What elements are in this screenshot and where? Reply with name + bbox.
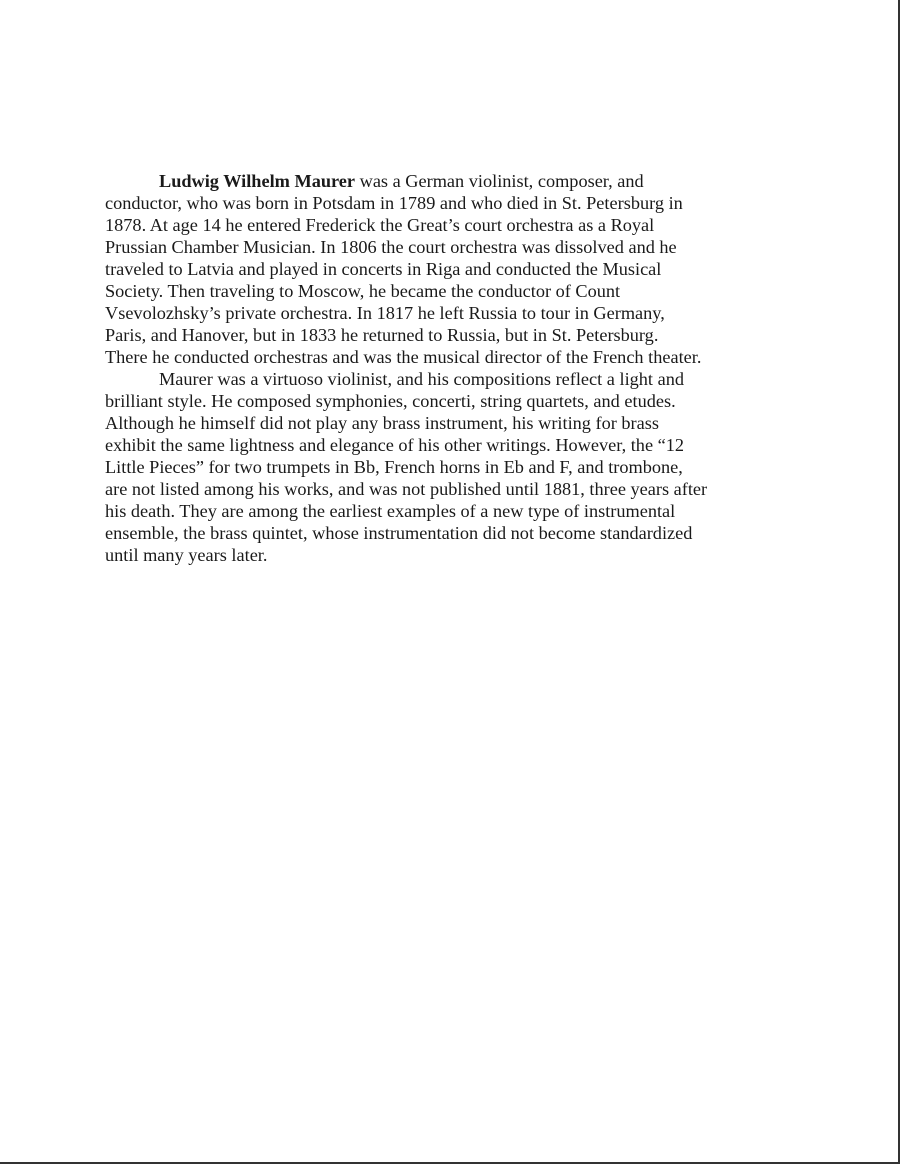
composer-name: Ludwig Wilhelm Maurer [159, 171, 356, 191]
paragraph-line: Although he himself did not play any brass instrument, his writing for brass [105, 413, 659, 433]
paragraph-works [105, 368, 805, 566]
paragraph-line: are not listed among his works, and was not published until 1881, three years after [105, 479, 708, 499]
document-body [105, 170, 805, 566]
paragraph-line: Prussian Chamber Musician. In 1806 the court orchestra was dissolved and he [105, 237, 677, 257]
paragraph-line: exhibit the same lightness and elegance of his other writings. However, the “12 [105, 435, 685, 455]
paragraph-line: Vsevolozhsky’s private orchestra. In 1817 he left Russia to tour in Germany, [105, 303, 665, 323]
paragraph-line: until many years later. [105, 545, 268, 565]
paragraph-biography [105, 170, 805, 368]
paragraph-line: 1878. At age 14 he entered Frederick the Great’s court orchestra as a Royal [105, 215, 655, 235]
paragraph-line: Society. Then traveling to Moscow, he became the conductor of Count [105, 281, 621, 301]
paragraph-line: brilliant style. He composed symphonies, concerti, string quartets, and etudes. [105, 391, 676, 411]
paragraph-line: conductor, who was born in Potsdam in 1789 and who died in St. Petersburg in [105, 193, 683, 213]
paragraph-line: ensemble, the brass quintet, whose instrumentation did not become standardized [105, 523, 693, 543]
paragraph-line: There he conducted orchestras and was the musical director of the French theater. [105, 347, 702, 367]
paragraph-line [105, 170, 805, 192]
paragraph-line: Paris, and Hanover, but in 1833 he returned to Russia, but in St. Petersburg. [105, 325, 659, 345]
paragraph-line: his death. They are among the earliest examples of a new type of instrumental [105, 501, 676, 521]
paragraph-line: Little Pieces” for two trumpets in Bb, French horns in Eb and F, and trombone, [105, 457, 683, 477]
paragraph-line: traveled to Latvia and played in concerts in Riga and conducted the Musical [105, 259, 662, 279]
paragraph-text: was a German violinist, composer, and [355, 171, 644, 191]
paragraph-line: Maurer was a virtuoso violinist, and his compositions reflect a light and [159, 369, 684, 389]
